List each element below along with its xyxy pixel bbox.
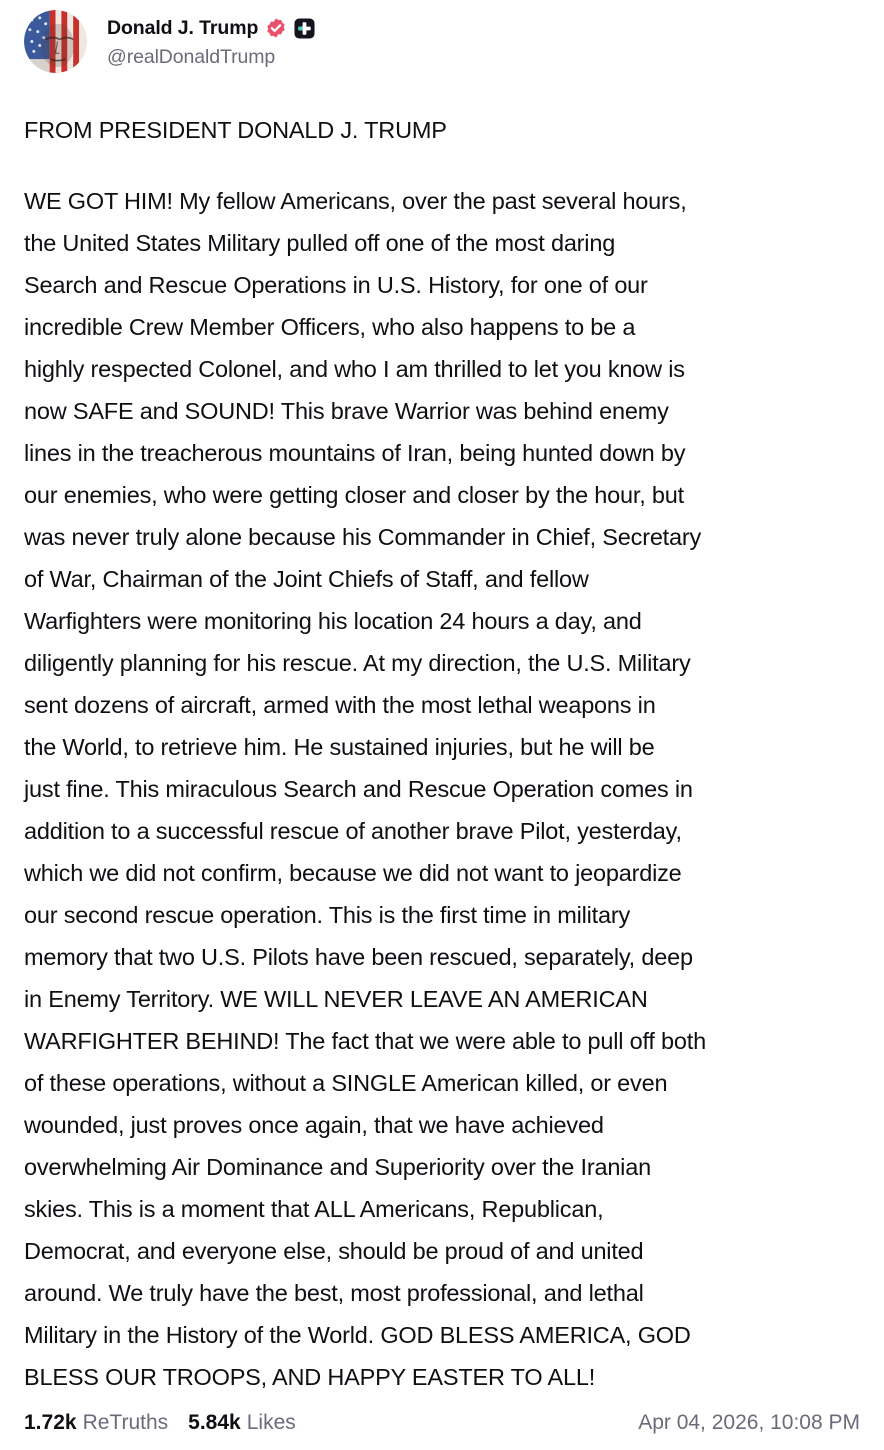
- post-body: [24, 180, 869, 1398]
- post-body-line: addition to a successful rescue of another brave Pilot, yesterday,: [24, 818, 682, 844]
- post-body-line: overwhelming Air Dominance and Superiority over the Iranian: [24, 1154, 651, 1180]
- post-body-line: lines in the treacherous mountains of Iran, being hunted down by: [24, 440, 686, 466]
- avatar-flag-portrait-image: [24, 10, 87, 73]
- post-timestamp[interactable]: Apr 04, 2026, 10:08 PM: [638, 1411, 860, 1434]
- post-body-line: the World, to retrieve him. He sustained injuries, but he will be: [24, 734, 655, 760]
- post-content: [24, 113, 869, 1398]
- post-body-line: BLESS OUR TROOPS, AND HAPPY EASTER TO ALL!: [24, 1364, 596, 1390]
- author-display-name[interactable]: Donald J. Trump: [107, 16, 259, 39]
- post-body-line: WARFIGHTER BEHIND! The fact that we were able to pull off both: [24, 1028, 706, 1054]
- post-body-line: sent dozens of aircraft, armed with the most lethal weapons in: [24, 692, 656, 718]
- post-body-line: WE GOT HIM! My fellow Americans, over the past several hours,: [24, 188, 687, 214]
- retruths-label: ReTruths: [82, 1411, 169, 1434]
- post-body-line: wounded, just proves once again, that we have achieved: [24, 1112, 604, 1138]
- post-body-line: Military in the History of the World. GOD BLESS AMERICA, GOD: [24, 1322, 691, 1348]
- name-row: [107, 13, 315, 43]
- post-body-line: our enemies, who were getting closer and closer by the hour, but: [24, 482, 684, 508]
- post-body-line: which we did not confirm, because we did not want to jeopardize: [24, 860, 682, 886]
- author-handle[interactable]: @realDonaldTrump: [107, 46, 276, 68]
- verified-badge-icon: [265, 17, 287, 39]
- avatar[interactable]: [24, 10, 87, 73]
- post-body-line: Search and Rescue Operations in U.S. History, for one of our: [24, 272, 648, 298]
- post-body-line: our second rescue operation. This is the first time in military: [24, 902, 631, 928]
- post-body-line: skies. This is a moment that ALL Americans, Republican,: [24, 1196, 604, 1222]
- post-footer: [24, 1406, 860, 1440]
- post-body-line: highly respected Colonel, and who I am thrilled to let you know is: [24, 356, 685, 382]
- retruths-count: 1.72k: [24, 1411, 77, 1434]
- likes-count: 5.84k: [188, 1411, 241, 1434]
- post-body-line: in Enemy Territory. WE WILL NEVER LEAVE AN AMERICAN: [24, 986, 648, 1012]
- likes-stat[interactable]: [188, 1411, 296, 1435]
- post-body-line: diligently planning for his rescue. At my direction, the U.S. Military: [24, 650, 691, 676]
- plus-badge-icon: [294, 18, 315, 39]
- post-body-line: Democrat, and everyone else, should be proud of and united: [24, 1238, 644, 1264]
- post-body-line: of these operations, without a SINGLE American killed, or even: [24, 1070, 668, 1096]
- author-identity: [107, 13, 315, 69]
- post-body-line: just fine. This miraculous Search and Rescue Operation comes in: [24, 776, 693, 802]
- engagement-stats: [24, 1411, 316, 1435]
- post-body-line: the United States Military pulled off one of the most daring: [24, 230, 616, 256]
- post-body-line: now SAFE and SOUND! This brave Warrior was behind enemy: [24, 398, 669, 424]
- post-body-line: of War, Chairman of the Joint Chiefs of Staff, and fellow: [24, 566, 589, 592]
- post-body-line: Warfighters were monitoring his location 24 hours a day, and: [24, 608, 642, 634]
- post-header: [24, 9, 315, 73]
- post-body-line: around. We truly have the best, most professional, and lethal: [24, 1280, 644, 1306]
- post-body-line: incredible Crew Member Officers, who also happens to be a: [24, 314, 636, 340]
- retruths-stat[interactable]: [24, 1411, 168, 1435]
- post-heading: FROM PRESIDENT DONALD J. TRUMP: [24, 117, 447, 143]
- post-body-line: memory that two U.S. Pilots have been rescued, separately, deep: [24, 944, 693, 970]
- post-body-line: was never truly alone because his Commander in Chief, Secretary: [24, 524, 702, 550]
- likes-label: Likes: [246, 1411, 296, 1434]
